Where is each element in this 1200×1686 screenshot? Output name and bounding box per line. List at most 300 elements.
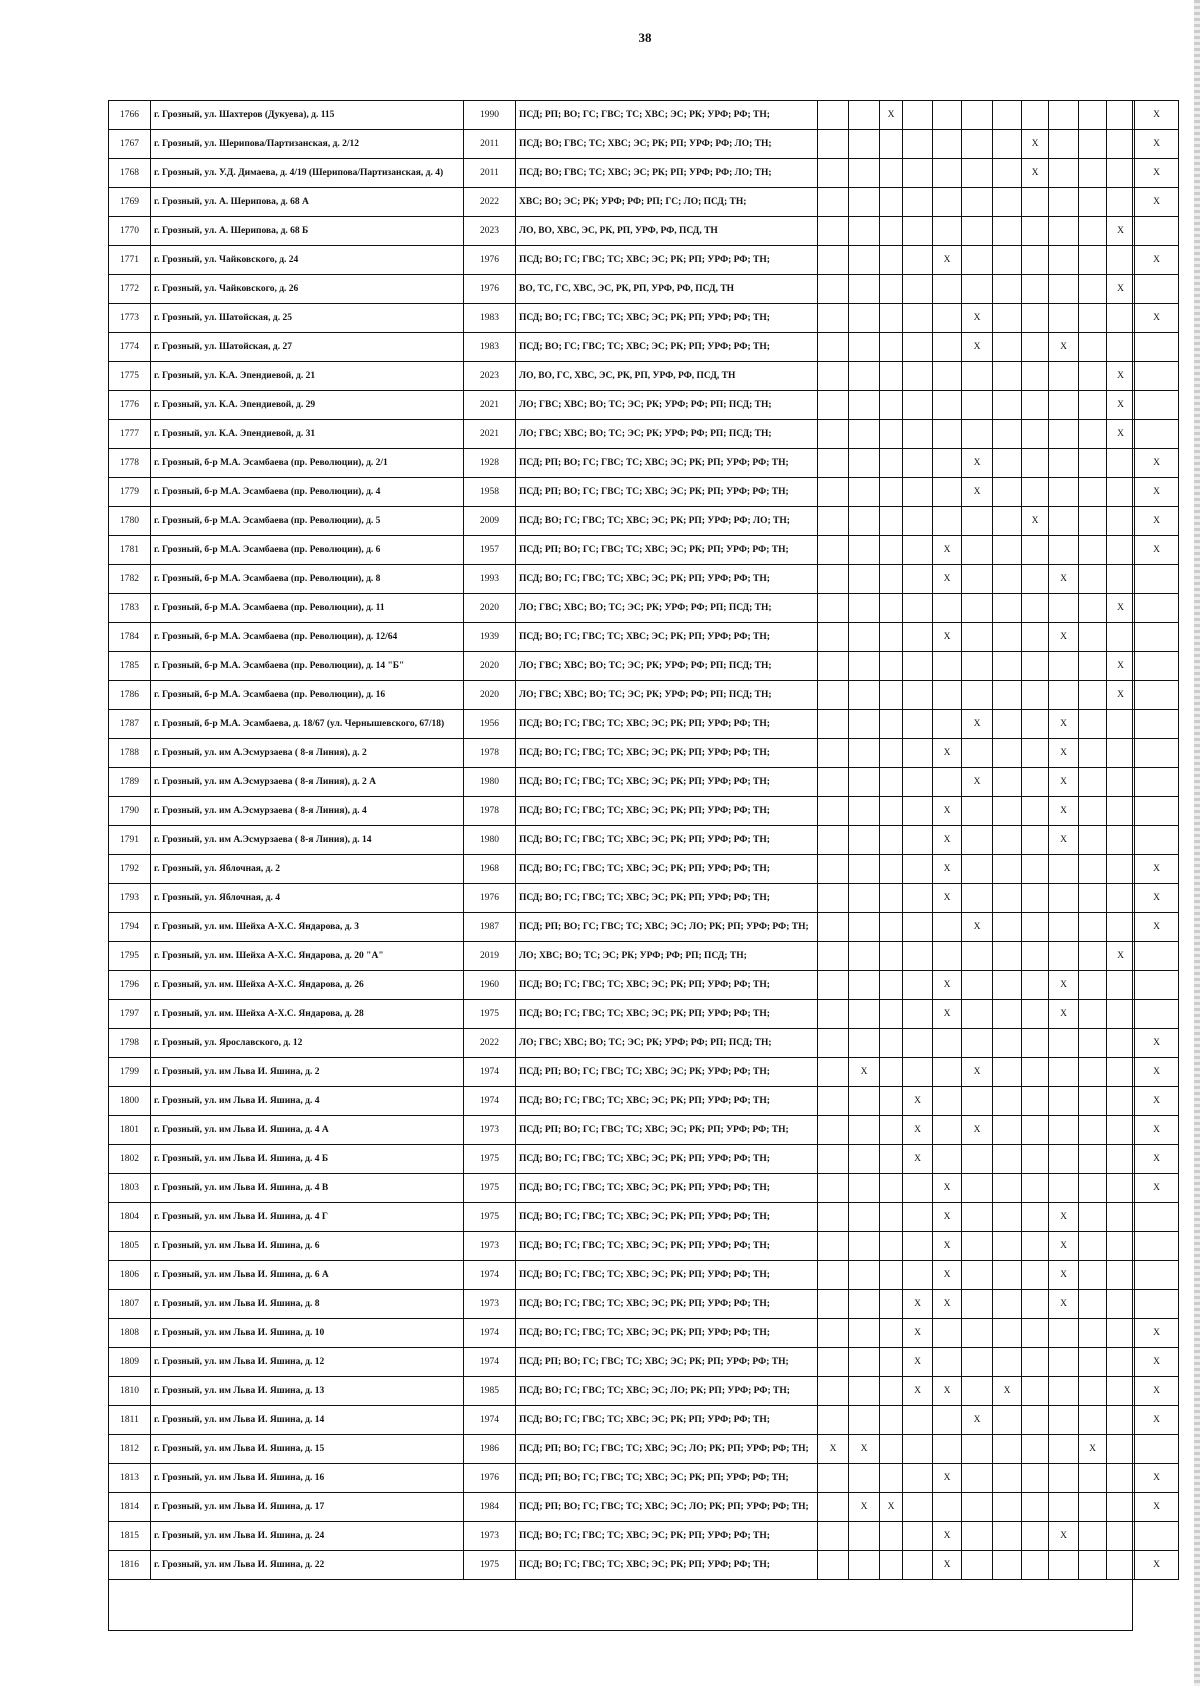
period-mark-cell [962,1290,993,1319]
period-mark-cell [818,101,849,130]
period-mark-cell [962,739,993,768]
period-mark-cell [880,971,903,1000]
row-number: 1787 [109,710,151,739]
period-mark-cell [849,420,880,449]
row-works-list: ПСД; ВО; ГС; ГВС; ТС; ХВС; ЭС; РК; РП; УРФ; РФ; ТН; [516,1203,818,1232]
period-mark-cell [962,275,993,304]
period-mark-cell [818,391,849,420]
period-mark-cell [962,1203,993,1232]
row-works-list: ПСД; ВО; ГС; ГВС; ТС; ХВС; ЭС; ЛО; РК; РП; УРФ; РФ; ТН; [516,1377,818,1406]
period-mark-cell [1049,275,1079,304]
period-mark-cell [1079,391,1107,420]
row-works-list: ЛО; ГВС; ХВС; ВО; ТС; ЭС; РК; УРФ; РФ; РП; ПСД; ТН; [516,681,818,710]
period-mark-cell [933,1058,962,1087]
row-number: 1768 [109,159,151,188]
period-mark-cell [818,1000,849,1029]
row-year: 1993 [464,565,516,594]
period-mark-cell [962,101,993,130]
period-mark-cell [993,826,1022,855]
period-mark-cell: X [1135,1493,1179,1522]
period-mark-cell [1135,971,1179,1000]
row-year: 1976 [464,246,516,275]
row-number: 1802 [109,1145,151,1174]
period-mark-cell: X [1135,1058,1179,1087]
period-mark-cell [1022,913,1049,942]
period-mark-cell [1022,1058,1049,1087]
period-mark-cell [1079,420,1107,449]
period-mark-cell [903,1203,933,1232]
table-row [109,478,1179,507]
period-mark-cell [849,1348,880,1377]
period-mark-cell [962,652,993,681]
period-mark-cell [818,1203,849,1232]
period-mark-cell [993,942,1022,971]
row-address: г. Грозный, ул. им А.Эсмурзаева ( 8-я Линия), д. 2 А [151,768,464,797]
row-number: 1770 [109,217,151,246]
period-mark-cell [1022,420,1049,449]
row-year: 1985 [464,1377,516,1406]
row-address: г. Грозный, ул. им Льва И. Яшина, д. 8 [151,1290,464,1319]
period-mark-cell: X [962,1116,993,1145]
period-mark-cell [962,1377,993,1406]
row-address: г. Грозный, ул. А. Шерипова, д. 68 Б [151,217,464,246]
period-mark-cell [1079,1174,1107,1203]
period-mark-cell [1135,1000,1179,1029]
row-works-list: ПСД; РП; ВО; ГС; ГВС; ТС; ХВС; ЭС; РК; РП; УРФ; РФ; ТН; [516,536,818,565]
period-mark-cell [933,507,962,536]
period-mark-cell [1135,681,1179,710]
row-year: 2011 [464,159,516,188]
row-works-list: ПСД; РП; ВО; ГС; ГВС; ТС; ХВС; ЭС; РК; РП; УРФ; РФ; ТН; [516,1116,818,1145]
period-mark-cell [903,884,933,913]
row-number: 1785 [109,652,151,681]
period-mark-cell [818,1348,849,1377]
period-mark-cell [1107,855,1135,884]
period-mark-cell [818,1232,849,1261]
period-mark-cell [962,1261,993,1290]
period-mark-cell: X [1135,1551,1179,1580]
period-mark-cell [849,130,880,159]
row-year: 2022 [464,1029,516,1058]
period-mark-cell [818,623,849,652]
period-mark-cell [1049,913,1079,942]
period-mark-cell [993,1029,1022,1058]
row-works-list: ПСД; ВО; ГС; ГВС; ТС; ХВС; ЭС; РК; РП; УРФ; РФ; ТН; [516,768,818,797]
row-works-list: ПСД; ВО; ГС; ГВС; ТС; ХВС; ЭС; РК; РП; УРФ; РФ; ТН; [516,971,818,1000]
period-mark-cell: X [1135,159,1179,188]
period-mark-cell [849,159,880,188]
row-works-list: ПСД; ВО; ГС; ГВС; ТС; ХВС; ЭС; РК; РП; УРФ; РФ; ТН; [516,333,818,362]
period-mark-cell [903,971,933,1000]
row-address: г. Грозный, ул. им Льва И. Яшина, д. 14 [151,1406,464,1435]
period-mark-cell: X [903,1290,933,1319]
period-mark-cell [903,420,933,449]
row-number: 1788 [109,739,151,768]
table-row [109,942,1179,971]
period-mark-cell: X [880,1493,903,1522]
row-address: г. Грозный, ул. им Льва И. Яшина, д. 2 [151,1058,464,1087]
table-row [109,623,1179,652]
period-mark-cell [1107,1116,1135,1145]
period-mark-cell [993,101,1022,130]
table-row [109,1261,1179,1290]
row-number: 1776 [109,391,151,420]
row-address: г. Грозный, ул. им Льва И. Яшина, д. 22 [151,1551,464,1580]
period-mark-cell [933,681,962,710]
period-mark-cell [993,536,1022,565]
period-mark-cell [1079,1116,1107,1145]
period-mark-cell [1107,159,1135,188]
period-mark-cell [1079,855,1107,884]
period-mark-cell [1135,1261,1179,1290]
row-address: г. Грозный, б-р М.А. Эсамбаева (пр. Революции), д. 11 [151,594,464,623]
period-mark-cell [849,391,880,420]
period-mark-cell [880,217,903,246]
table-row [109,681,1179,710]
period-mark-cell [933,130,962,159]
period-mark-cell [1107,565,1135,594]
period-mark-cell [1079,565,1107,594]
row-number: 1781 [109,536,151,565]
period-mark-cell [993,1145,1022,1174]
period-mark-cell: X [1135,1348,1179,1377]
period-mark-cell [880,797,903,826]
row-year: 1974 [464,1261,516,1290]
period-mark-cell [993,130,1022,159]
period-mark-cell [1107,1261,1135,1290]
period-mark-cell [1022,391,1049,420]
period-mark-cell [933,478,962,507]
period-mark-cell: X [1135,188,1179,217]
period-mark-cell [849,101,880,130]
period-mark-cell [849,217,880,246]
period-mark-cell [880,884,903,913]
period-mark-cell [1049,246,1079,275]
row-address: г. Грозный, б-р М.А. Эсамбаева, д. 18/67 (ул. Чернышевского, 67/18) [151,710,464,739]
period-mark-cell [849,768,880,797]
period-mark-cell [880,594,903,623]
period-mark-cell [993,1087,1022,1116]
row-number: 1806 [109,1261,151,1290]
period-mark-cell: X [1135,1174,1179,1203]
period-mark-cell [993,1290,1022,1319]
period-mark-cell [962,681,993,710]
row-year: 1975 [464,1203,516,1232]
period-mark-cell: X [1049,1290,1079,1319]
row-address: г. Грозный, ул. им Льва И. Яшина, д. 4 В [151,1174,464,1203]
period-mark-cell: X [933,1377,962,1406]
period-mark-cell [993,217,1022,246]
row-works-list: ПСД; ВО; ГС; ГВС; ТС; ХВС; ЭС; РК; РП; УРФ; РФ; ТН; [516,1406,818,1435]
row-number: 1779 [109,478,151,507]
period-mark-cell [1079,246,1107,275]
period-mark-cell [880,420,903,449]
period-mark-cell: X [933,1290,962,1319]
table-row [109,362,1179,391]
period-mark-cell [993,1348,1022,1377]
period-mark-cell [993,1000,1022,1029]
period-mark-cell [818,797,849,826]
period-mark-cell: X [1135,1406,1179,1435]
period-mark-cell [1107,333,1135,362]
row-works-list: ПСД; ВО; ГС; ГВС; ТС; ХВС; ЭС; РК; РП; УРФ; РФ; ТН; [516,855,818,884]
period-mark-cell [849,1551,880,1580]
period-mark-cell [818,217,849,246]
period-mark-cell [903,449,933,478]
row-number: 1795 [109,942,151,971]
table-row [109,768,1179,797]
period-mark-cell [880,507,903,536]
period-mark-cell [1079,623,1107,652]
row-number: 1808 [109,1319,151,1348]
period-mark-cell [880,246,903,275]
row-works-list: ПСД; ВО; ГС; ГВС; ТС; ХВС; ЭС; РК; РП; УРФ; РФ; ТН; [516,739,818,768]
period-mark-cell [880,942,903,971]
period-mark-cell [993,1058,1022,1087]
period-mark-cell [1135,797,1179,826]
table-row [109,710,1179,739]
period-mark-cell [880,565,903,594]
period-mark-cell [1049,449,1079,478]
period-mark-cell [903,826,933,855]
period-mark-cell: X [933,971,962,1000]
period-mark-cell: X [1107,217,1135,246]
table-row [109,1058,1179,1087]
row-works-list: ПСД; ВО; ГВС; ТС; ХВС; ЭС; РК; РП; УРФ; РФ; ЛО; ТН; [516,159,818,188]
period-mark-cell: X [1107,275,1135,304]
row-address: г. Грозный, ул. им А.Эсмурзаева ( 8-я Линия), д. 14 [151,826,464,855]
period-mark-cell [1049,362,1079,391]
period-mark-cell: X [1135,1116,1179,1145]
period-mark-cell [1049,594,1079,623]
period-mark-cell [993,1435,1022,1464]
period-mark-cell [933,1145,962,1174]
period-mark-cell [993,507,1022,536]
period-mark-cell [818,1116,849,1145]
table-row [109,130,1179,159]
period-mark-cell [1107,913,1135,942]
period-mark-cell [818,1319,849,1348]
table-row [109,101,1179,130]
period-mark-cell [933,188,962,217]
period-mark-cell [880,1232,903,1261]
period-mark-cell [1107,304,1135,333]
period-mark-cell [880,391,903,420]
period-mark-cell [849,1261,880,1290]
period-mark-cell [962,130,993,159]
period-mark-cell [1049,1174,1079,1203]
period-mark-cell [1049,1319,1079,1348]
table-row [109,1406,1179,1435]
period-mark-cell [1022,768,1049,797]
period-mark-cell [1079,710,1107,739]
row-year: 2021 [464,420,516,449]
period-mark-cell [993,768,1022,797]
period-mark-cell [993,478,1022,507]
row-number: 1800 [109,1087,151,1116]
row-number: 1782 [109,565,151,594]
row-number: 1772 [109,275,151,304]
period-mark-cell [1135,942,1179,971]
period-mark-cell [1107,1145,1135,1174]
row-number: 1815 [109,1522,151,1551]
period-mark-cell [1107,971,1135,1000]
period-mark-cell [933,1087,962,1116]
period-mark-cell [993,1232,1022,1261]
period-mark-cell [1049,101,1079,130]
period-mark-cell [1022,739,1049,768]
period-mark-cell: X [849,1058,880,1087]
period-mark-cell [993,333,1022,362]
period-mark-cell: X [1107,594,1135,623]
period-mark-cell [933,420,962,449]
row-address: г. Грозный, ул. У.Д. Димаева, д. 4/19 (Шерипова/Партизанская, д. 4) [151,159,464,188]
row-year: 2011 [464,130,516,159]
period-mark-cell [880,1116,903,1145]
row-works-list: ПСД; ВО; ГС; ГВС; ТС; ХВС; ЭС; РК; РП; УРФ; РФ; ТН; [516,1551,818,1580]
period-mark-cell [903,159,933,188]
period-mark-cell [880,1290,903,1319]
period-mark-cell [962,1435,993,1464]
period-mark-cell [1079,1261,1107,1290]
period-mark-cell [1022,275,1049,304]
row-address: г. Грозный, ул. Шатойская, д. 25 [151,304,464,333]
period-mark-cell [1022,1551,1049,1580]
period-mark-cell [993,971,1022,1000]
table-row [109,1087,1179,1116]
row-number: 1807 [109,1290,151,1319]
row-year: 2020 [464,594,516,623]
period-mark-cell [1079,942,1107,971]
period-mark-cell [818,1493,849,1522]
period-mark-cell [1107,1406,1135,1435]
period-mark-cell [849,1522,880,1551]
period-mark-cell [903,681,933,710]
row-address: г. Грозный, ул. им Льва И. Яшина, д. 10 [151,1319,464,1348]
table-row [109,536,1179,565]
period-mark-cell [818,594,849,623]
period-mark-cell: X [1135,1464,1179,1493]
period-mark-cell [933,913,962,942]
row-year: 1976 [464,884,516,913]
period-mark-cell [1079,1145,1107,1174]
period-mark-cell [903,1174,933,1203]
period-mark-cell [1079,1464,1107,1493]
scan-edge [1194,0,1200,1686]
period-mark-cell [880,333,903,362]
period-mark-cell: X [1135,507,1179,536]
row-number: 1775 [109,362,151,391]
row-number: 1804 [109,1203,151,1232]
period-mark-cell [880,1174,903,1203]
period-mark-cell [880,1435,903,1464]
row-address: г. Грозный, ул. им Льва И. Яшина, д. 4 [151,1087,464,1116]
table-row [109,246,1179,275]
period-mark-cell: X [1049,1000,1079,1029]
period-mark-cell [903,304,933,333]
table-row [109,1174,1179,1203]
period-mark-cell [880,826,903,855]
row-works-list: ПСД; РП; ВО; ГС; ГВС; ТС; ХВС; ЭС; ЛО; РК; РП; УРФ; РФ; ТН; [516,1493,818,1522]
period-mark-cell [903,536,933,565]
period-mark-cell [993,884,1022,913]
row-works-list: ПСД; РП; ВО; ГС; ГВС; ТС; ХВС; ЭС; РК; РП; УРФ; РФ; ТН; [516,478,818,507]
period-mark-cell [1135,1435,1179,1464]
row-works-list: ПСД; ВО; ГС; ГВС; ТС; ХВС; ЭС; РК; РП; УРФ; РФ; ТН; [516,1145,818,1174]
row-address: г. Грозный, б-р М.А. Эсамбаева (пр. Революции), д. 12/64 [151,623,464,652]
period-mark-cell [1049,942,1079,971]
period-mark-cell [1049,1029,1079,1058]
row-year: 2020 [464,652,516,681]
period-mark-cell [903,478,933,507]
row-address: г. Грозный, ул. им. Шейха А-Х.С. Яндарова, д. 3 [151,913,464,942]
period-mark-cell [880,1464,903,1493]
period-mark-cell [880,652,903,681]
period-mark-cell: X [933,855,962,884]
period-mark-cell [1079,797,1107,826]
row-number: 1798 [109,1029,151,1058]
row-year: 1975 [464,1551,516,1580]
row-year: 1987 [464,913,516,942]
period-mark-cell [1107,188,1135,217]
period-mark-cell [1022,217,1049,246]
period-mark-cell [1022,449,1049,478]
period-mark-cell [1022,565,1049,594]
period-mark-cell: X [993,1377,1022,1406]
period-mark-cell [1049,536,1079,565]
row-number: 1814 [109,1493,151,1522]
period-mark-cell [993,1464,1022,1493]
period-mark-cell [933,101,962,130]
period-mark-cell [1107,739,1135,768]
period-mark-cell [1107,1058,1135,1087]
period-mark-cell [818,1406,849,1435]
period-mark-cell [1079,768,1107,797]
row-year: 1978 [464,797,516,826]
period-mark-cell [903,275,933,304]
period-mark-cell: X [1107,391,1135,420]
period-mark-cell [903,797,933,826]
period-mark-cell [933,1319,962,1348]
period-mark-cell [993,710,1022,739]
period-mark-cell [993,797,1022,826]
period-mark-cell [903,507,933,536]
period-mark-cell: X [1022,159,1049,188]
period-mark-cell: X [903,1087,933,1116]
row-year: 1958 [464,478,516,507]
period-mark-cell: X [933,565,962,594]
period-mark-cell [903,1551,933,1580]
period-mark-cell [818,1261,849,1290]
row-works-list: ПСД; ВО; ГС; ГВС; ТС; ХВС; ЭС; РК; РП; УРФ; РФ; ТН; [516,1087,818,1116]
period-mark-cell [849,971,880,1000]
period-mark-cell [849,1464,880,1493]
period-mark-cell: X [1135,130,1179,159]
period-mark-cell [933,391,962,420]
row-works-list: ПСД; ВО; ГС; ГВС; ТС; ХВС; ЭС; РК; РП; УРФ; РФ; ТН; [516,1261,818,1290]
period-mark-cell [1022,1232,1049,1261]
period-mark-cell [1135,1232,1179,1261]
period-mark-cell [849,507,880,536]
housing-register-table [108,100,1179,1580]
period-mark-cell [993,1319,1022,1348]
period-mark-cell [1079,159,1107,188]
period-mark-cell [1022,1145,1049,1174]
period-mark-cell [818,362,849,391]
period-mark-cell [1079,1551,1107,1580]
period-mark-cell [1049,652,1079,681]
period-mark-cell [818,768,849,797]
